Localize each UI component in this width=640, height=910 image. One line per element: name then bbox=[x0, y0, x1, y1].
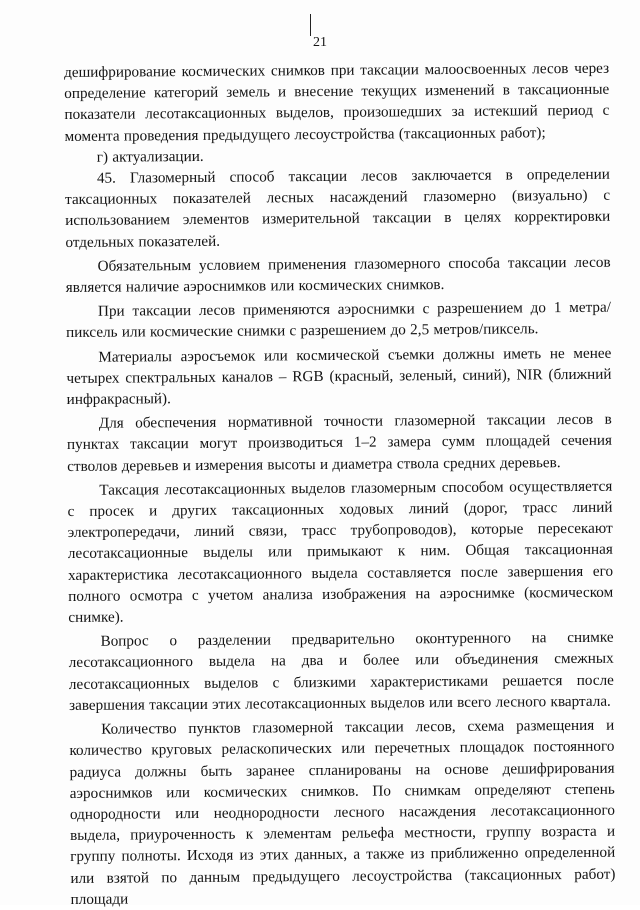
paragraph-division-question: Вопрос о разделении предварительно оконтуренного на снимке лесотаксационного выдела на два и более или объединения смежных лесотаксационных выделов с близкими характеристиками решается после завершения таксации этих лесотаксационных выделов или всего лесного квартала. bbox=[68, 628, 614, 714]
page-top-mark bbox=[310, 14, 311, 36]
paragraph-resolution: При таксации лесов применяются аэроснимки с разрешением до 1 метра/пиксель или космические снимки с разрешением до 2,5 метров/пиксель. bbox=[66, 298, 612, 342]
paragraph-45: 45. Глазомерный способ таксации лесов заключается в определении таксационных показателей лесных насаждений глазомерно (визуально) с использованием элементов измерительной таксации в целях корректировки отдельных показателей. bbox=[65, 165, 611, 251]
body-text bbox=[64, 58, 616, 910]
paragraph-points-count: Количество пунктов глазомерной таксации лесов, схема размещения и количество круговых реласкопических или перечетных площадок постоянного радиуса должны быть заранее спланированы на основе дешифрирования аэроснимков или космических снимков. По снимкам определяют степень однородности или неоднородности лесного насаждения лесотаксационного выдела, приуроченность к элементам рельефа местности, группу возраста и группу полноты. Исходя из этих данных, а также из приближенно определенной или взятой по данным предыдущего лесоустройства (таксационных работ) площади bbox=[69, 716, 616, 908]
paragraph-spectral-channels: Материалы аэросъемок или космической съемки должны иметь не менее четырех спектральных каналов – RGB (красный, зеленый, синий), NIR (ближний инфракрасный). bbox=[66, 344, 612, 409]
paragraph-accuracy: Для обеспечения нормативной точности глазомерной таксации лесов в пунктах таксации могут производиться 1–2 замера сумм площадей сечения стволов деревьев и измерения высоты и диаметра ствола средних деревьев. bbox=[66, 410, 613, 475]
paragraph-mandatory-condition: Обязательным условием применения глазомерного способа таксации лесов является наличие аэроснимков или космических снимков. bbox=[65, 253, 611, 297]
paragraph-item-g: г) актуализации. bbox=[96, 147, 204, 166]
paragraph-continuation: дешифрирование космических снимков при таксации малоосвоенных лесов через определение категорий земель и внесение текущих изменений в таксационные показатели лесотаксационных выделов, произошедших за истекший период с момента проведения предыдущего лесоустройства (таксационных работ); bbox=[64, 59, 610, 145]
page-number: 21 bbox=[313, 35, 327, 50]
paragraph-taxation-procedure: Таксация лесотаксационных выделов глазомерным способом осуществляется с просек и других таксационных ходовых линий (дорог, трасс линий электропередачи, линий связи, трасс трубопроводов), которые пересекают лесотаксационные выделы или примыкают к ним. Общая таксационная характеристика лесотаксационного выдела составляется после завершения его полного осмотра с учетом анализа изображения на аэроснимке (космическом снимке). bbox=[67, 477, 614, 627]
